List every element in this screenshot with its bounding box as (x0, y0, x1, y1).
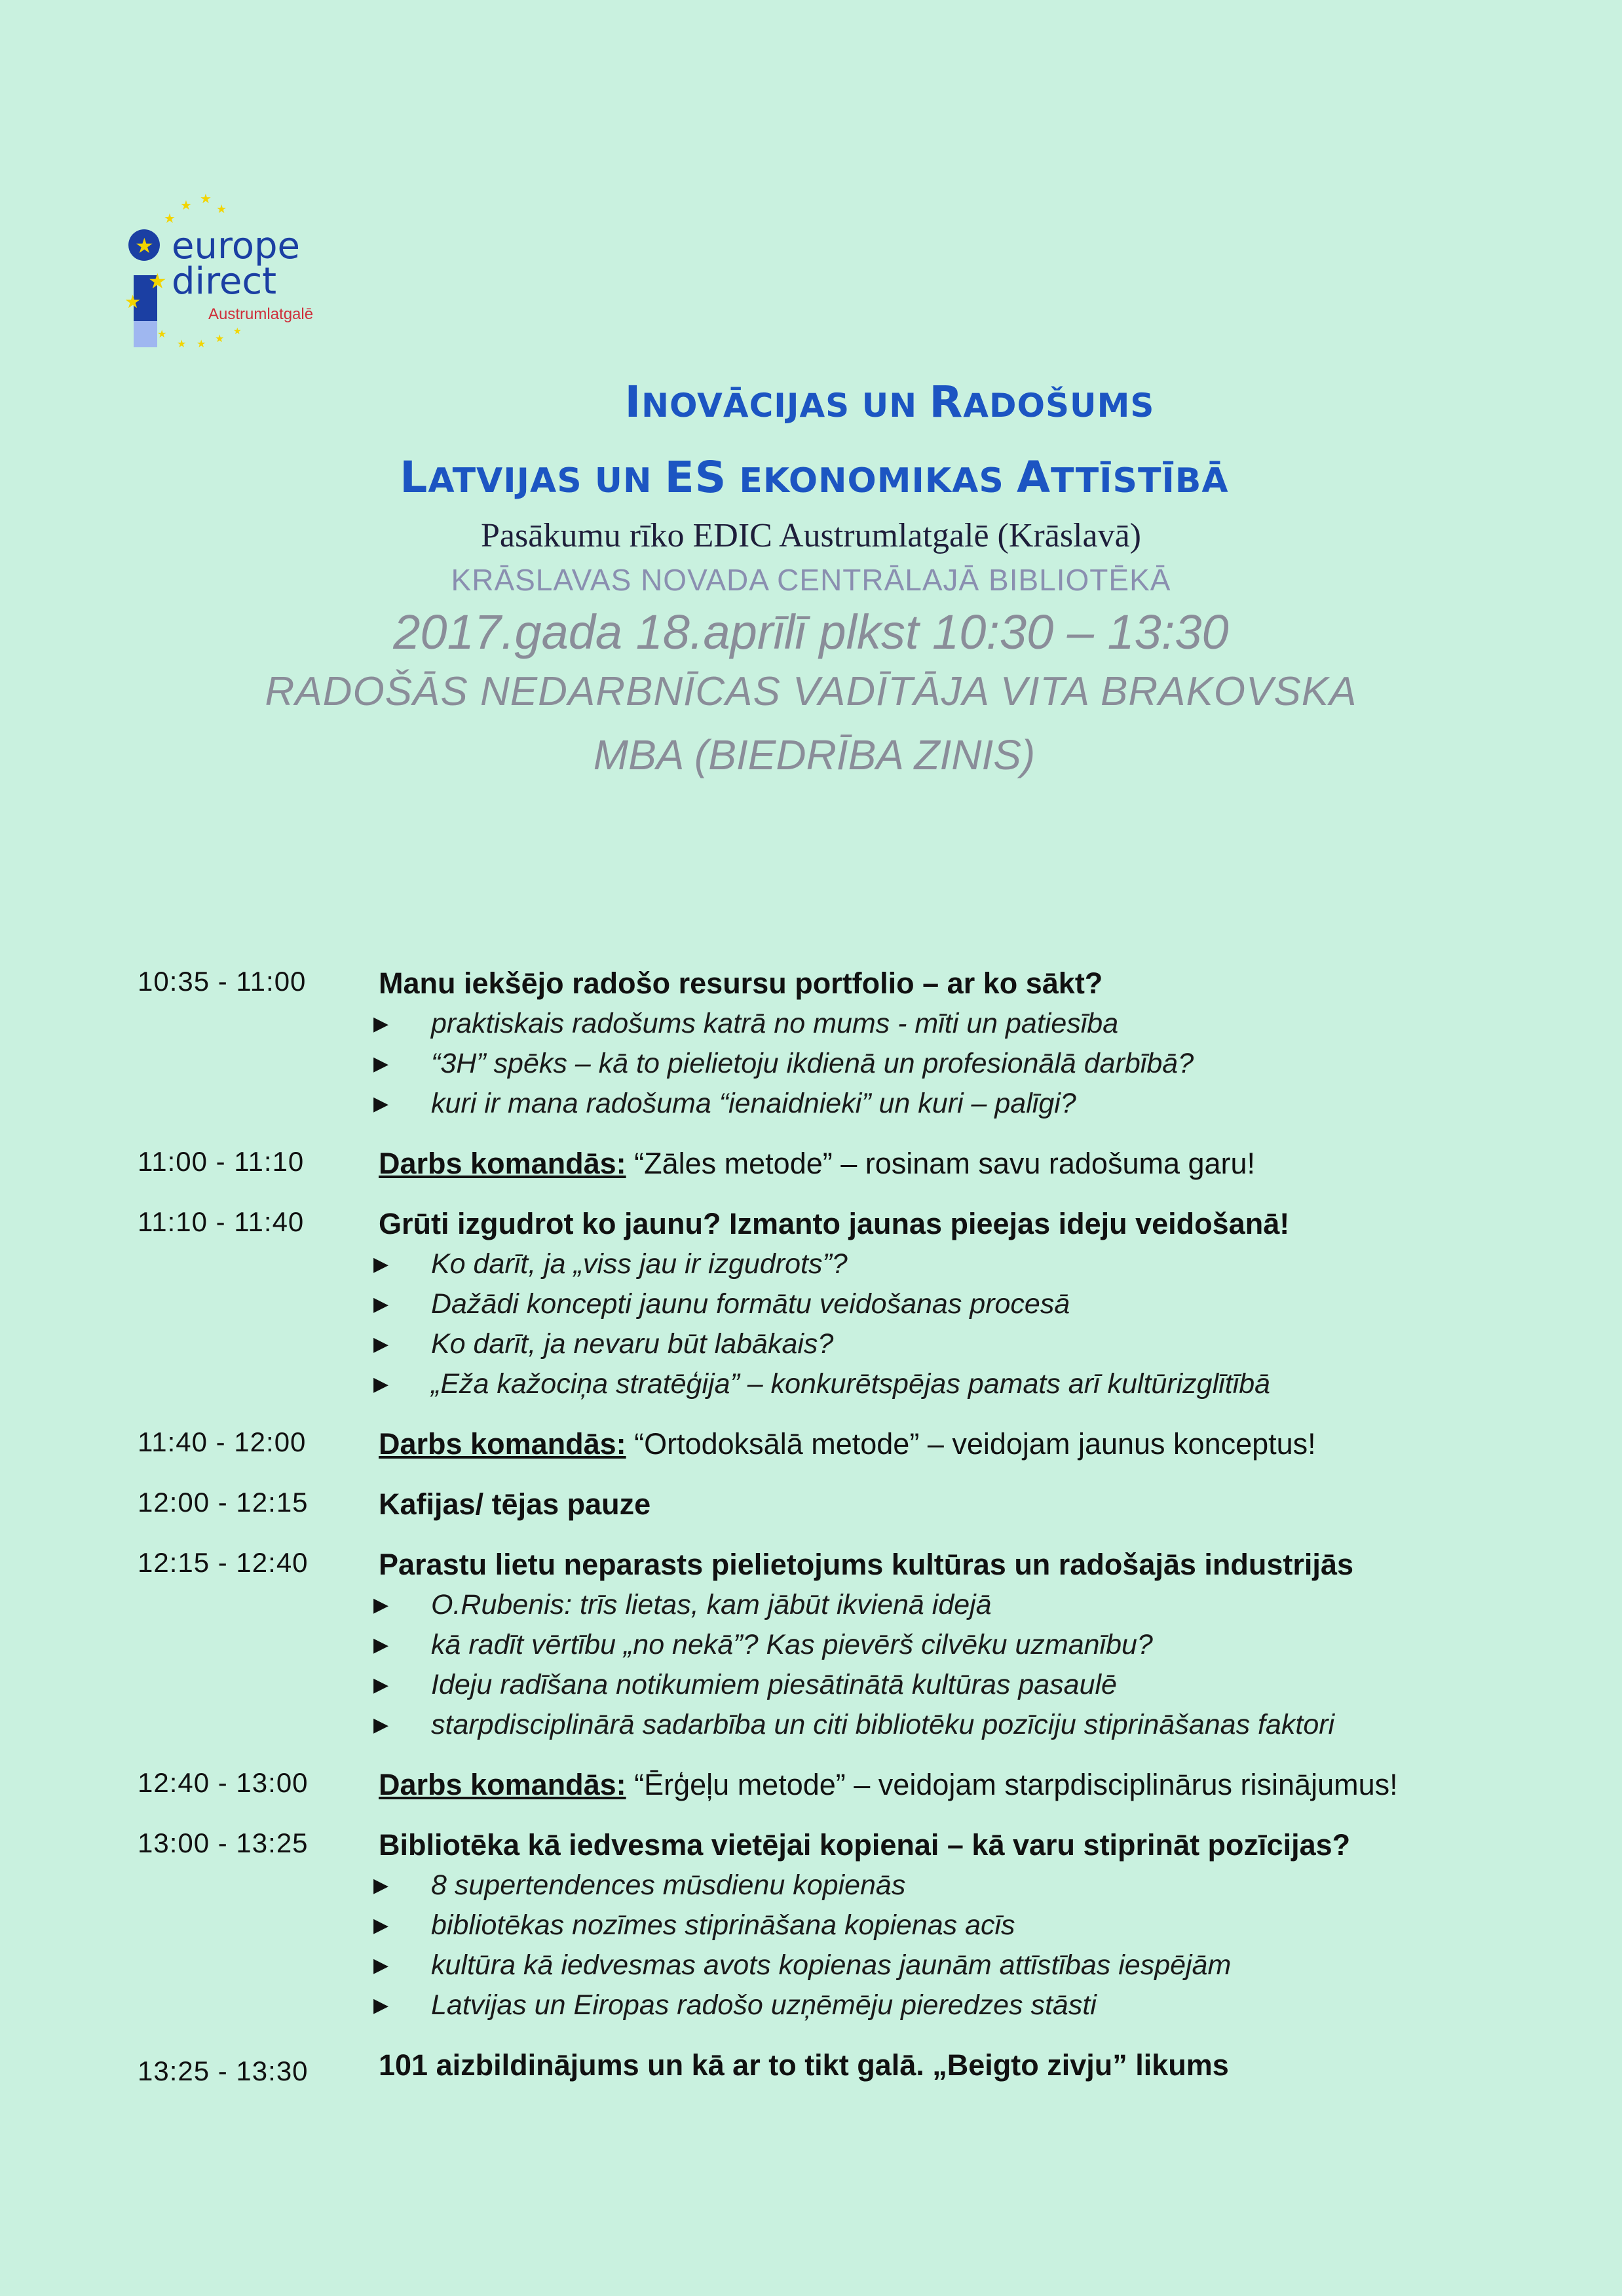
agenda-heading-detail: “Ērģeļu metode” – veidojam starpdisciplinārus risinājumus! (626, 1768, 1398, 1801)
europe-direct-logo (118, 190, 354, 360)
agenda-heading-text: Parastu lietu neparasts pielietojums kultūras un radošajās industrijās (379, 1548, 1353, 1581)
agenda-heading (379, 1424, 1500, 1464)
logo-text-region: Austrumlatgalē (208, 305, 314, 323)
agenda-heading-text: Kafijas/ tējas pauze (379, 1487, 651, 1521)
agenda-bullet-text: kultūra kā iedvesmas avots kopienas jaunām attīstības iespējām (431, 1949, 1232, 1981)
bullet-arrow-icon: ▶ (373, 1915, 389, 1936)
bullet-arrow-icon: ▶ (373, 1333, 389, 1355)
svg-text:★: ★ (157, 328, 167, 340)
agenda-heading-text: Bibliotēka kā iedvesma vietējai kopienai – kā varu stiprināt pozīcijas? (379, 1828, 1351, 1862)
agenda-spacer (138, 2025, 1500, 2045)
bullet-arrow-icon: ▶ (373, 1674, 389, 1696)
agenda-spacer (138, 1124, 1500, 1143)
agenda-bullet-text: Ideju radīšana notikumiem piesātinātā kultūras pasaulē (431, 1669, 1117, 1700)
agenda-heading (379, 1765, 1500, 1805)
title-initial: R (929, 377, 964, 427)
svg-text:★: ★ (233, 326, 242, 337)
agenda-heading-label: Darbs komandās: (379, 1768, 626, 1801)
agenda-heading-text: Manu iekšējo radošo resursu portfolio – ar ko sākt? (379, 966, 1103, 1000)
svg-text:★: ★ (148, 269, 167, 294)
agenda-spacer (138, 1184, 1500, 1204)
agenda-spacer (138, 1525, 1500, 1544)
agenda-time: 11:00 - 11:10 (138, 1146, 305, 1177)
agenda-heading-label: Darbs komandās: (379, 1147, 626, 1180)
agenda-time: 10:35 - 11:00 (138, 966, 307, 997)
agenda-heading-text: Grūti izgudrot ko jaunu? Izmanto jaunas pieejas ideju veidošanā! (379, 1207, 1290, 1240)
agenda-item (138, 1825, 1500, 2025)
agenda-time: 12:15 - 12:40 (138, 1547, 309, 1578)
agenda-bullet (373, 1625, 1500, 1665)
title-text: EKONOMIKAS (726, 461, 1017, 501)
agenda-bullet-text: bibliotēkas nozīmes stiprināšana kopienas acīs (431, 1909, 1015, 1941)
agenda-time: 11:40 - 12:00 (138, 1426, 307, 1457)
title-initial: L (400, 452, 428, 503)
leader-affiliation-line: MBA (BIEDRĪBA ZINIS) (593, 731, 1036, 778)
agenda-heading (379, 963, 1500, 1004)
agenda-bullet-text: Ko darīt, ja „viss jau ir izgudrots”? (431, 1248, 848, 1280)
svg-text:★: ★ (124, 291, 141, 313)
agenda-item (138, 1204, 1500, 1404)
agenda-bullet-text: starpdisciplinārā sadarbība un citi bibliotēku pozīciju stiprināšanas faktori (431, 1709, 1335, 1740)
bullet-arrow-icon: ▶ (373, 1995, 389, 2016)
title-text: ATVIJAS UN (428, 461, 665, 501)
agenda-heading-label: Darbs komandās: (379, 1427, 626, 1461)
agenda-item (138, 1484, 1500, 1525)
svg-text:★: ★ (180, 197, 192, 213)
agenda-bullet (373, 1364, 1500, 1404)
svg-text:★: ★ (177, 337, 187, 350)
bullet-arrow-icon: ▶ (373, 1634, 389, 1656)
agenda-bullet-text: O.Rubenis: trīs lietas, kam jābūt ikvienā idejā (431, 1589, 992, 1620)
logo-text-direct: direct (172, 260, 277, 303)
agenda-bullet (373, 1284, 1500, 1324)
title-initial: ES (664, 452, 727, 503)
bullet-arrow-icon: ▶ (373, 1293, 389, 1315)
agenda-time: 12:00 - 12:15 (138, 1487, 309, 1518)
agenda-bullet (373, 1084, 1500, 1124)
agenda-bullet (373, 1244, 1500, 1284)
bullet-arrow-icon: ▶ (373, 1714, 389, 1736)
agenda-heading-detail: “Ortodoksālā metode” – veidojam jaunus konceptus! (626, 1427, 1316, 1461)
title-line-2 (0, 452, 1622, 503)
agenda-item (138, 1143, 1500, 1184)
agenda-heading (379, 1143, 1500, 1184)
agenda-bullet-text: „Eža kažociņa stratēģija” – konkurētspējas pamats arī kultūrizglītībā (431, 1368, 1271, 1400)
agenda-heading-text: 101 aizbildinājums un kā ar to tikt galā. „Beigto zivju” likums (379, 2048, 1229, 2082)
agenda-bullet-text: kuri ir mana radošuma “ienaidnieki” un kuri – palīgi? (431, 1088, 1076, 1119)
agenda-item (138, 963, 1500, 1124)
agenda-heading (379, 1544, 1500, 1585)
organizer-line: Pasākumu rīko EDIC Austrumlatgalē (Krāslavā) (481, 517, 1141, 554)
svg-text:★: ★ (200, 191, 212, 206)
bullet-arrow-icon: ▶ (373, 1373, 389, 1395)
agenda-time: 11:10 - 11:40 (138, 1206, 305, 1237)
title-line-1 (0, 377, 1622, 427)
agenda-item (138, 2045, 1500, 2086)
agenda-spacer (138, 1805, 1500, 1825)
title-text: NOVĀCIJAS UN (641, 387, 930, 425)
agenda-item (138, 1544, 1500, 1745)
agenda (138, 963, 1500, 2086)
bullet-arrow-icon: ▶ (373, 1093, 389, 1115)
agenda-heading (379, 1204, 1500, 1244)
agenda-bullet (373, 1324, 1500, 1364)
agenda-spacer (138, 1745, 1500, 1765)
svg-text:★: ★ (215, 332, 225, 345)
agenda-heading (379, 1825, 1500, 1866)
agenda-bullet-text: Ko darīt, ja nevaru būt labākais? (431, 1328, 834, 1360)
leader-line: RADOŠĀS NEDARBNĪCAS VADĪTĀJA VITA BRAKOVSKA (265, 669, 1357, 714)
bullet-arrow-icon: ▶ (373, 1955, 389, 1976)
agenda-spacer (138, 1464, 1500, 1484)
agenda-spacer (138, 1404, 1500, 1424)
venue-line: KRĀSLAVAS NOVADA CENTRĀLAJĀ BIBLIOTĒKĀ (451, 563, 1171, 597)
agenda-time: 13:25 - 13:30 (138, 2056, 309, 2086)
bullet-arrow-icon: ▶ (373, 1594, 389, 1616)
svg-text:★: ★ (135, 233, 154, 258)
svg-text:★: ★ (164, 210, 176, 226)
agenda-bullet (373, 1004, 1500, 1044)
title-text: TTĪSTĪBĀ (1051, 461, 1229, 501)
agenda-bullet-text: Latvijas un Eiropas radošo uzņēmēju pieredzes stāsti (431, 1989, 1097, 2021)
agenda-heading-detail: “Zāles metode” – rosinam savu radošuma garu! (626, 1147, 1256, 1180)
agenda-bullet (373, 1044, 1500, 1084)
bullet-arrow-icon: ▶ (373, 1053, 389, 1075)
bullet-arrow-icon: ▶ (373, 1253, 389, 1275)
title-initial: I (624, 377, 642, 427)
bullet-arrow-icon: ▶ (373, 1875, 389, 1896)
agenda-time: 13:00 - 13:25 (138, 1827, 309, 1858)
agenda-bullet (373, 1985, 1500, 2025)
agenda-time: 12:40 - 13:00 (138, 1767, 309, 1798)
bullet-arrow-icon: ▶ (373, 1013, 389, 1035)
date-line: 2017.gada 18.aprīlī plkst 10:30 – 13:30 (393, 605, 1229, 659)
title-initial: A (1016, 452, 1051, 503)
agenda-bullet (373, 1945, 1500, 1985)
agenda-bullet (373, 1705, 1500, 1745)
agenda-bullet (373, 1665, 1500, 1705)
agenda-bullet-text: “3H” spēks – kā to pielietoju ikdienā un profesionālā darbībā? (431, 1048, 1194, 1079)
agenda-bullet-text: Dažādi koncepti jaunu formātu veidošanas procesā (431, 1288, 1070, 1320)
agenda-bullet (373, 1585, 1500, 1625)
agenda-item (138, 1765, 1500, 1805)
agenda-bullet-text: praktiskais radošums katrā no mums - mīti un patiesība (431, 1008, 1119, 1039)
agenda-heading (379, 2045, 1500, 2086)
agenda-bullet (373, 1905, 1500, 1945)
agenda-heading (379, 1484, 1500, 1525)
agenda-bullet-text: kā radīt vērtību „no nekā”? Kas pievērš cilvēku uzmanību? (431, 1629, 1153, 1660)
agenda-bullet-text: 8 supertendences mūsdienu kopienās (431, 1869, 906, 1901)
agenda-item (138, 1424, 1500, 1464)
svg-text:★: ★ (197, 337, 206, 350)
title-text: ADOŠUMS (963, 387, 1155, 425)
logo-text-europe: europe (172, 225, 300, 267)
agenda-bullet (373, 1866, 1500, 1905)
svg-text:★: ★ (216, 202, 227, 216)
